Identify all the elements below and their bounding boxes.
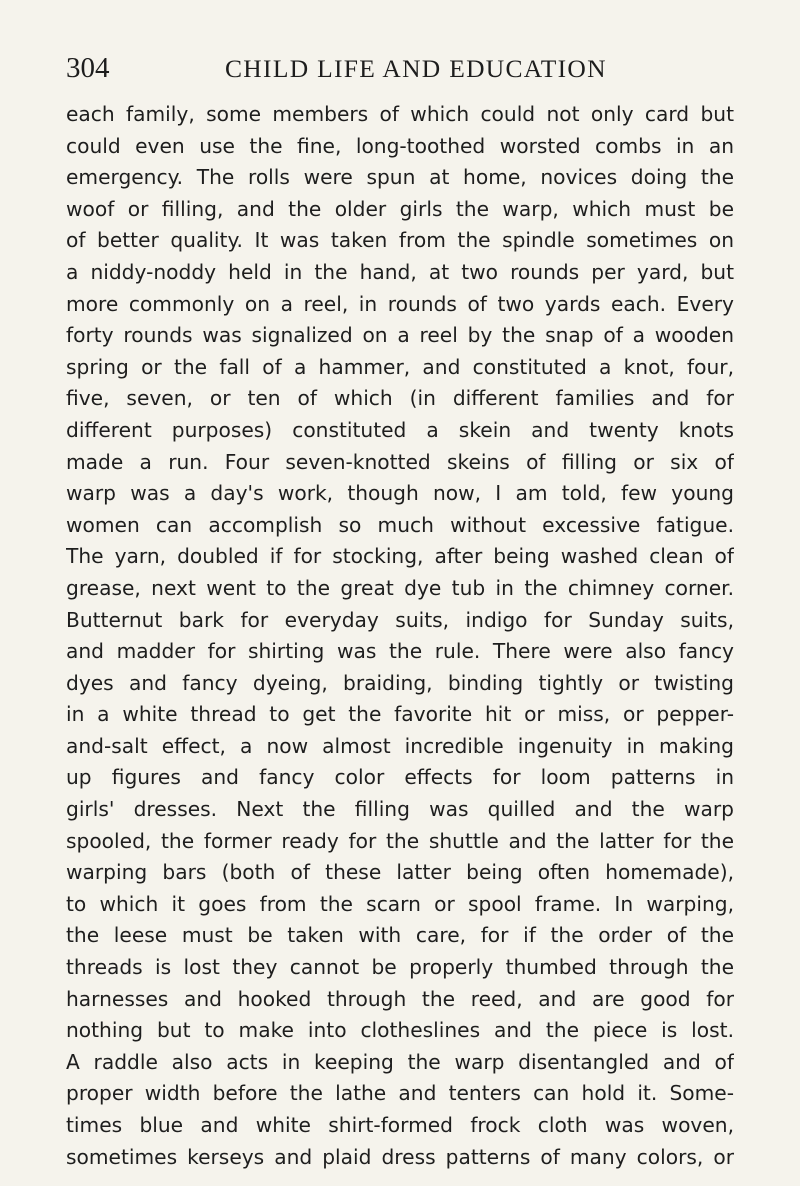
running-title: CHILD LIFE AND EDUCATION [225, 54, 607, 83]
text-line: warping bars (both of these latter being often homemade), [66, 860, 734, 885]
text-line: five, seven, or ten of which (in different families and for [66, 386, 734, 411]
text-line: sometimes kerseys and plaid dress patterns of many colors, or [66, 1144, 734, 1169]
page-number: 304 [66, 52, 110, 84]
text-line: Butternut bark for everyday suits, indigo for Sunday suits, [66, 607, 734, 632]
text-line: forty rounds was signalized on a reel by the snap of a wooden [66, 323, 734, 348]
text-line: in a white thread to get the favorite hit or miss, or pepper- [66, 702, 734, 727]
text-line: more commonly on a reel, in rounds of two yards each. Every [66, 291, 734, 316]
text-line: girls' dresses. Next the filling was quilled and the warp [66, 797, 734, 822]
text-line: grease, next went to the great dye tub in the chimney corner. [66, 575, 734, 600]
text-line: women can accomplish so much without excessive fatigue. [66, 512, 734, 537]
text-line: and madder for shirting was the rule. There were also fancy [66, 639, 734, 664]
text-line: emergency. The rolls were spun at home, novices doing the [66, 165, 734, 190]
text-line: A raddle also acts in keeping the warp disentangled and of [66, 1049, 734, 1074]
text-line: of better quality. It was taken from the spindle sometimes on [66, 228, 734, 253]
text-line: and-salt effect, a now almost incredible ingenuity in making [66, 733, 734, 758]
running-head [66, 52, 734, 88]
text-line: made a run. Four seven-knotted skeins of filling or six of [66, 449, 734, 474]
text-line: warp was a day's work, though now, I am told, few young [66, 481, 734, 506]
text-line: different purposes) constituted a skein and twenty knots [66, 417, 734, 442]
text-line: times blue and white shirt-formed frock cloth was woven, [66, 1113, 734, 1137]
text-line: proper width before the lathe and tenters can hold it. Some- [66, 1081, 734, 1106]
text-line: each family, some members of which could not only card but [66, 102, 734, 126]
text-line: spring or the fall of a hammer, and constituted a knot, four, [66, 354, 734, 379]
text-line: the leese must be taken with care, for if the order of the [66, 923, 734, 948]
text-line: woof or filling, and the older girls the warp, which must be [66, 196, 734, 221]
body-text [66, 99, 734, 1173]
text-line: harnesses and hooked through the reed, and are good for [66, 986, 734, 1011]
text-line: to which it goes from the scarn or spool frame. In warping, [66, 891, 734, 916]
text-line: a niddy-noddy held in the hand, at two rounds per yard, but [66, 259, 734, 284]
text-line: threads is lost they cannot be properly thumbed through the [66, 955, 734, 980]
text-line: nothing but to make into clotheslines and the piece is lost. [66, 1018, 734, 1043]
text-line: could even use the fine, long-toothed worsted combs in an [66, 133, 734, 158]
text-line: spooled, the former ready for the shuttle and the latter for the [66, 828, 734, 853]
text-line: dyes and fancy dyeing, braiding, binding tightly or twisting [66, 670, 734, 695]
text-line: up figures and fancy color effects for loom patterns in [66, 765, 734, 790]
text-line: The yarn, doubled if for stocking, after being washed clean of [66, 544, 734, 569]
